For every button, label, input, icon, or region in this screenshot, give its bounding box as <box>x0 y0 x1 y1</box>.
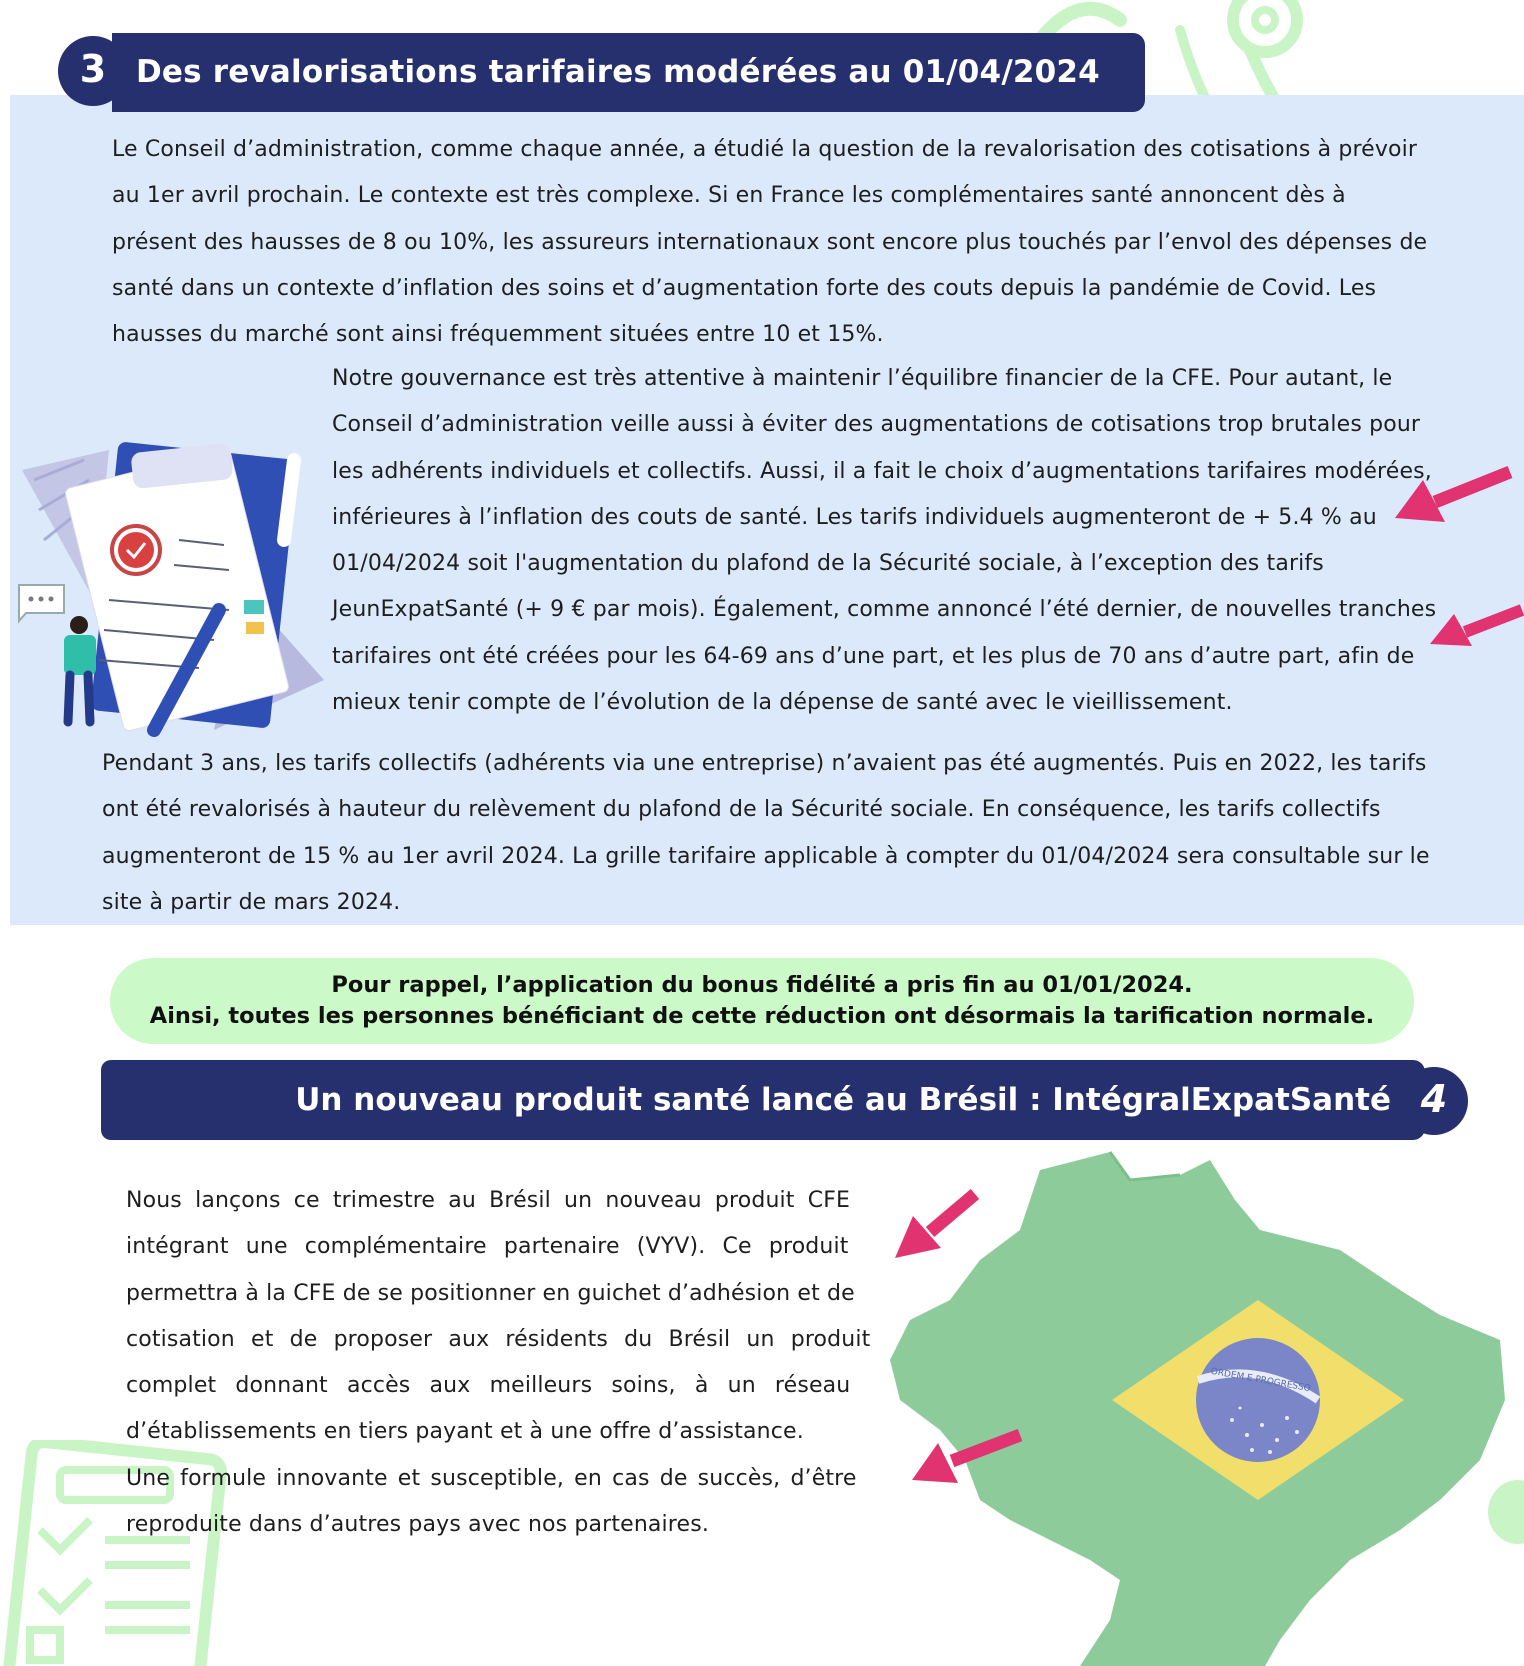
text-line: complet donnant accès aux meilleurs soins, à un réseau <box>126 1373 851 1399</box>
section4-paragraph-1 <box>126 1178 890 1456</box>
text-line: Conseil d’administration veille aussi à éviter des augmentations de cotisations trop brutales pour <box>332 412 1421 438</box>
pointer-arrow-icon <box>912 1425 1022 1485</box>
text-line: mieux tenir compte de l’évolution de la dépense de santé avec le vieillissement. <box>332 690 1233 716</box>
text-line: santé dans un contexte d’inflation des soins et d’augmentation forte des couts depuis la pandémie de Covid. Les <box>112 275 1377 301</box>
text-line: augmenteront de 15 % au 1er avril 2024. La grille tarifaire applicable à compter du 01/04/2024 sera consultable sur le <box>102 843 1430 869</box>
section4-title: Un nouveau produit santé lancé au Brésil : IntégralExpatSanté <box>101 1060 1425 1140</box>
text-line: d’établissements en tiers payant et à une offre d’assistance. <box>126 1419 804 1445</box>
text-line: Notre gouvernance est très attentive à maintenir l’équilibre financier de la CFE. Pour autant, le <box>332 366 1393 391</box>
section4-number: 4 <box>1400 1067 1468 1135</box>
reminder-line-2: Ainsi, toutes les personnes bénéficiant de cette réduction ont désormais la tarification normale. <box>149 1003 1375 1029</box>
text-line: JeunExpatSanté (+ 9 € par mois). Également, comme annoncé l’été dernier, de nouvelles tranches <box>332 597 1437 623</box>
pointer-arrow-icon <box>1430 600 1524 650</box>
section3-paragraph-3 <box>102 741 1472 926</box>
text-line: au 1er avril prochain. Le contexte est très complexe. Si en France les complémentaires santé annoncent dès à <box>112 183 1346 209</box>
text-line: tarifaires ont été créées pour les 64-69 ans d’une part, et les plus de 70 ans d’autre part, afin de <box>332 643 1415 669</box>
text-line: hausses du marché sont ainsi fréquemment situées entre 10 et 15%. <box>112 322 884 348</box>
pointer-arrow-icon <box>895 1188 980 1260</box>
text-line: présent des hausses de 8 ou 10%, les assureurs internationaux sont encore plus touchés par l’envol des dépenses de <box>112 229 1428 255</box>
flag-motto: ORDEM E PROGRESSO <box>1209 1366 1312 1395</box>
text-line: Nous lançons ce trimestre au Brésil un nouveau produit CFE <box>126 1188 851 1213</box>
text-line: Le Conseil d’administration, comme chaque année, a étudié la question de la revalorisation des cotisations à prévoir <box>112 137 1418 162</box>
text-line: intégrant une complémentaire partenaire (VYV). Ce produit <box>126 1234 849 1260</box>
section3-paragraph-1 <box>112 127 1472 358</box>
section3-title: Des revalorisations tarifaires modérées au 01/04/2024 <box>112 33 1145 112</box>
text-line: ont été revalorisés à hauteur du relèvement du plafond de la Sécurité sociale. En conséquence, les tarifs collectifs <box>102 797 1381 823</box>
section3-number: 3 <box>58 36 128 106</box>
text-line: Une formule innovante et susceptible, en cas de succès, d’être <box>126 1466 857 1491</box>
reminder-box <box>110 958 1414 1044</box>
text-line: reproduite dans d’autres pays avec nos partenaires. <box>126 1512 709 1538</box>
text-line: inférieures à l’inflation des couts de santé. Les tarifs individuels augmenteront de + 5.4 % au <box>332 504 1377 530</box>
brazil-flag-icon <box>1112 1300 1404 1500</box>
clipboard-illustration-icon <box>14 440 324 750</box>
section4-paragraph-2 <box>126 1456 890 1549</box>
text-line: les adhérents individuels et collectifs. Aussi, il a fait le choix d’augmentations tarifaires modérées, <box>332 458 1432 484</box>
text-line: site à partir de mars 2024. <box>102 889 401 915</box>
reminder-line-1: Pour rappel, l’application du bonus fidélité a pris fin au 01/01/2024. <box>331 972 1193 998</box>
section3-paragraph-2 <box>332 356 1462 726</box>
text-line: cotisation et de proposer aux résidents du Brésil un produit <box>126 1326 871 1352</box>
text-line: permettra à la CFE de se positionner en guichet d’adhésion et de <box>126 1280 855 1306</box>
text-line: Pendant 3 ans, les tarifs collectifs (adhérents via une entreprise) n’avaient pas été augmentés. Puis en 2022, les tarifs <box>102 751 1427 776</box>
text-line: 01/04/2024 soit l'augmentation du plafond de la Sécurité sociale, à l’exception des tarifs <box>332 551 1324 577</box>
pointer-arrow-icon <box>1395 460 1515 530</box>
